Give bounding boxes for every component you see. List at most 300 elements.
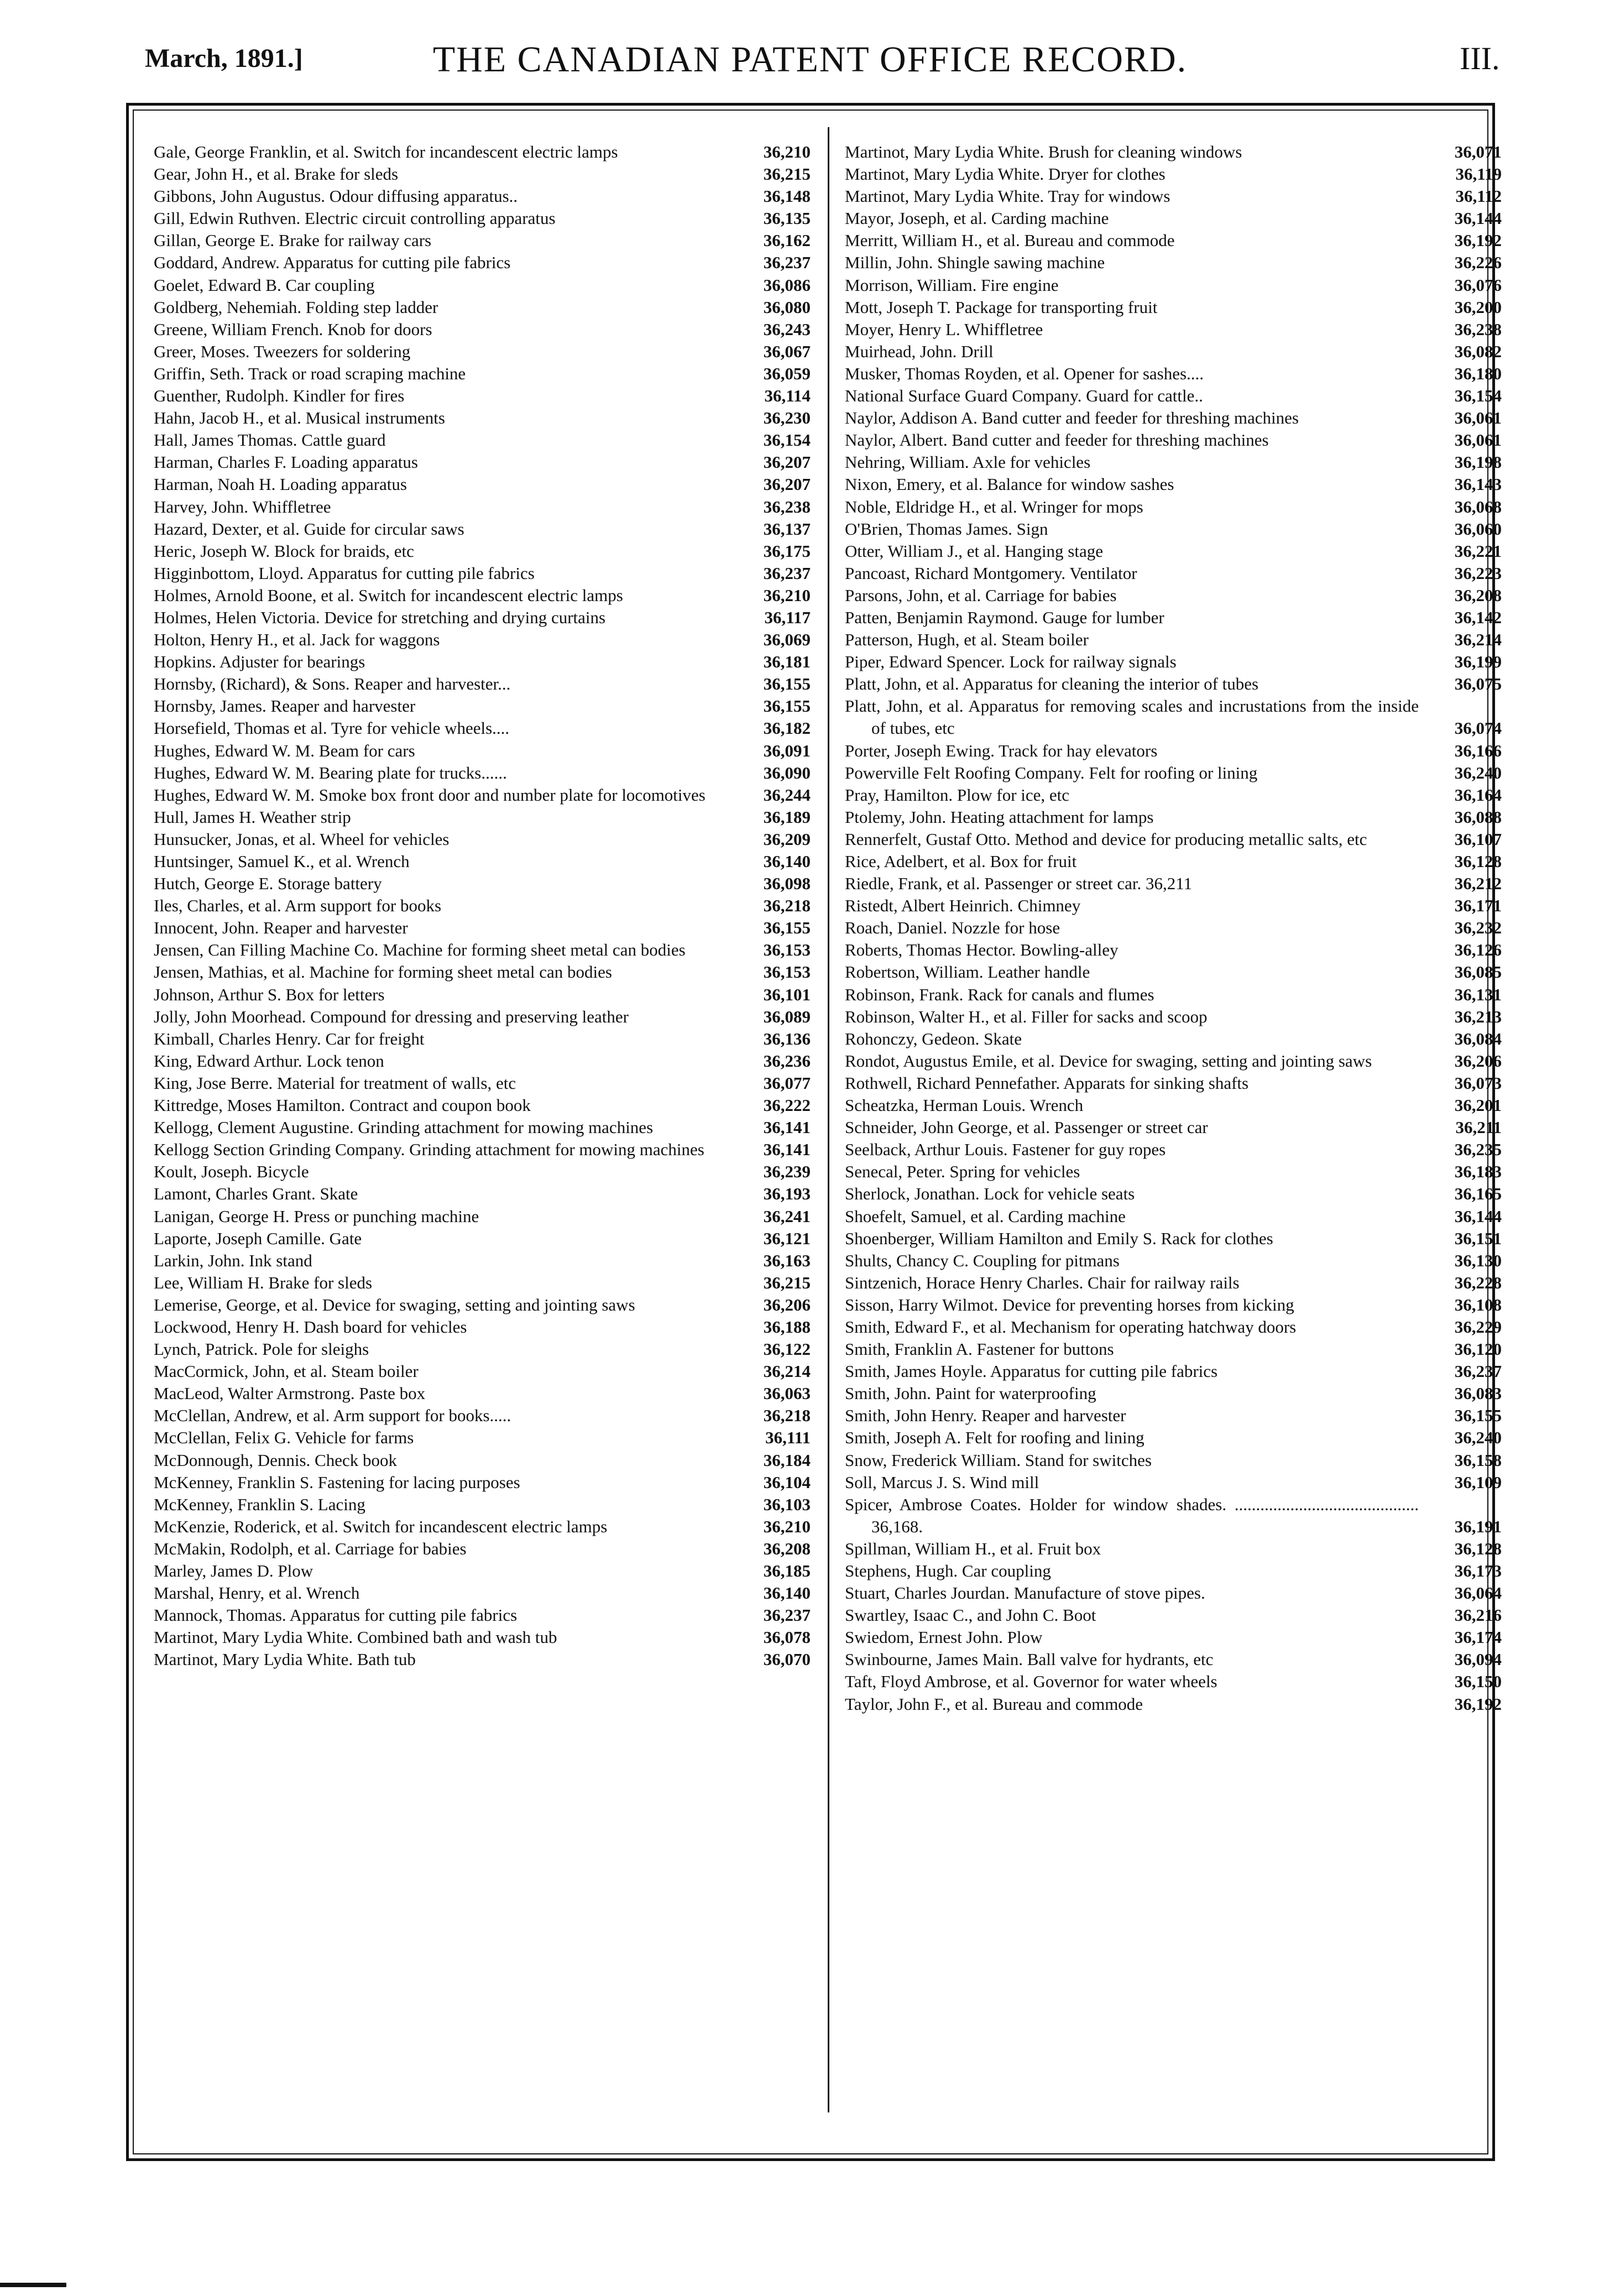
- patent-number: 36,184: [763, 1450, 811, 1470]
- index-entry: [845, 207, 1502, 229]
- patent-number: 36,059: [763, 363, 811, 383]
- patent-number: 36,144: [1454, 1206, 1502, 1226]
- index-entry: [154, 651, 811, 673]
- patent-number: 36,101: [763, 984, 811, 1004]
- index-entry: [154, 1294, 811, 1316]
- index-entry: [845, 185, 1502, 207]
- entry-text: Naylor, Albert. Band cutter and feeder for threshing machines: [845, 430, 1269, 450]
- index-entry: [154, 917, 811, 939]
- index-entry: [154, 1272, 811, 1294]
- index-entry: [845, 1382, 1502, 1405]
- index-entry: [154, 319, 811, 341]
- entry-text: Snow, Frederick William. Stand for switches: [845, 1450, 1152, 1470]
- entry-text: Lamont, Charles Grant. Skate: [154, 1184, 358, 1204]
- patent-number: 36,073: [1454, 1073, 1502, 1093]
- index-entry: [154, 341, 811, 363]
- patent-number: 36,094: [1454, 1650, 1502, 1669]
- index-entry: [845, 1671, 1502, 1693]
- entry-text: Pancoast, Richard Montgomery. Ventilator: [845, 563, 1137, 583]
- entry-text: Smith, James Hoyle. Apparatus for cutting pile fabrics: [845, 1361, 1218, 1381]
- patent-number: 36,114: [764, 386, 811, 406]
- patent-number: 36,228: [1454, 1272, 1502, 1292]
- patent-number: 36,175: [763, 541, 811, 561]
- patent-number: 36,230: [763, 408, 811, 428]
- patent-number: 36,222: [763, 1095, 811, 1115]
- patent-number: 36,191: [1454, 1516, 1502, 1536]
- entry-text: Hunsucker, Jonas, et al. Wheel for vehicles: [154, 829, 450, 849]
- entry-text: Holton, Henry H., et al. Jack for waggons: [154, 630, 440, 650]
- patent-number: 36,075: [1454, 674, 1502, 694]
- entry-text: Hazard, Dexter, et al. Guide for circular saws: [154, 519, 464, 539]
- entry-text: Robinson, Frank. Rack for canals and flumes: [845, 984, 1154, 1004]
- patent-number: 36,083: [1454, 1384, 1502, 1403]
- patent-number: 36,155: [763, 674, 811, 694]
- entry-text: Martinot, Mary Lydia White. Bath tub: [154, 1650, 416, 1669]
- entry-text: Martinot, Mary Lydia White. Tray for windows: [845, 186, 1170, 206]
- entry-text: Guenther, Rudolph. Kindler for fires: [154, 386, 405, 406]
- entry-text: Gear, John H., et al. Brake for sleds: [154, 164, 399, 184]
- index-entry: [845, 1028, 1502, 1050]
- patent-number: 36,218: [763, 1406, 811, 1426]
- index-entry: [845, 296, 1502, 319]
- entry-text: Roach, Daniel. Nozzle for hose: [845, 918, 1060, 938]
- index-entry: [845, 319, 1502, 341]
- index-entry: [845, 828, 1502, 850]
- patent-number: 36,180: [1454, 363, 1502, 383]
- entry-text: Mayor, Joseph, et al. Carding machine: [845, 208, 1109, 228]
- entry-text: Smith, Franklin A. Fastener for buttons: [845, 1339, 1114, 1359]
- index-entry: [154, 1183, 811, 1205]
- entry-text: Gill, Edwin Ruthven. Electric circuit controlling apparatus: [154, 208, 556, 228]
- patent-number: 36,103: [763, 1494, 811, 1514]
- patent-number: 36,241: [763, 1206, 811, 1226]
- patent-number: 36,061: [1454, 430, 1502, 450]
- index-entry: [154, 518, 811, 540]
- patent-number: 36,237: [1454, 1361, 1502, 1381]
- index-entry: [154, 562, 811, 585]
- patent-number: 36,193: [763, 1184, 811, 1204]
- patent-number: 36,107: [1454, 829, 1502, 849]
- entry-text: Hahn, Jacob H., et al. Musical instruments: [154, 408, 445, 428]
- entry-text: Shoenberger, William Hamilton and Emily S. Rack for clothes: [845, 1228, 1273, 1248]
- patent-number: 36,210: [763, 142, 811, 161]
- patent-number: 36,163: [763, 1250, 811, 1270]
- index-entry: [845, 1560, 1502, 1582]
- entry-text: Marshal, Henry, et al. Wrench: [154, 1583, 360, 1603]
- entry-text: Goelet, Edward B. Car coupling: [154, 275, 375, 295]
- entry-text: Swinbourne, James Main. Ball valve for hydrants, etc: [845, 1650, 1214, 1669]
- index-entry: [845, 1183, 1502, 1205]
- index-entry: [154, 1560, 811, 1582]
- index-entry: [845, 695, 1502, 739]
- patent-number: 36,206: [1454, 1051, 1502, 1071]
- patent-number: 36,151: [1454, 1228, 1502, 1248]
- index-entry: [154, 1116, 811, 1139]
- entry-text: Spicer, Ambrose Coates. Holder for window shades. ........................................... 36,168.: [845, 1494, 1419, 1536]
- index-entry: [154, 229, 811, 252]
- patent-number: 36,126: [1454, 940, 1502, 960]
- index-entry: [845, 1582, 1502, 1604]
- patent-number: 36,137: [763, 519, 811, 539]
- index-entry: [845, 651, 1502, 673]
- index-entry: [845, 1360, 1502, 1382]
- patent-number: 36,155: [763, 696, 811, 716]
- index-entry: [845, 850, 1502, 873]
- patent-number: 36,141: [763, 1118, 811, 1137]
- entry-text: Musker, Thomas Royden, et al. Opener for sashes....: [845, 363, 1204, 383]
- index-entry: [154, 607, 811, 629]
- entry-text: Stephens, Hugh. Car coupling: [845, 1561, 1051, 1580]
- patent-number: 36,154: [763, 430, 811, 450]
- patent-number: 36,122: [763, 1339, 811, 1359]
- index-entry: [154, 740, 811, 762]
- patent-number: 36,086: [763, 275, 811, 295]
- index-entry: [154, 1516, 811, 1538]
- entry-text: Goldberg, Nehemiah. Folding step ladder: [154, 297, 438, 317]
- patent-number: 36,216: [1454, 1605, 1502, 1625]
- index-entry: [845, 1228, 1502, 1250]
- patent-number: 36,158: [1454, 1450, 1502, 1470]
- index-entry: [845, 1471, 1502, 1494]
- entry-text: Larkin, John. Ink stand: [154, 1250, 312, 1270]
- index-entry: [845, 873, 1502, 895]
- index-entry: [845, 1294, 1502, 1316]
- index-entry: [845, 163, 1502, 185]
- index-entry: [154, 1360, 811, 1382]
- patent-number: 36,108: [1454, 1295, 1502, 1314]
- patent-number: 36,084: [1454, 1029, 1502, 1048]
- index-entry: [154, 1405, 811, 1427]
- patent-number: 36,153: [763, 940, 811, 960]
- entry-text: Hughes, Edward W. M. Beam for cars: [154, 740, 415, 760]
- entry-text: Patterson, Hugh, et al. Steam boiler: [845, 630, 1089, 650]
- patent-number: 36,240: [1454, 763, 1502, 782]
- entry-text: Holmes, Helen Victoria. Device for stretching and drying curtains: [154, 607, 606, 627]
- entry-text: Robertson, William. Leather handle: [845, 962, 1090, 982]
- patent-number: 36,198: [1454, 452, 1502, 472]
- index-entry: [845, 629, 1502, 651]
- index-entry: [154, 1626, 811, 1648]
- entry-text: McDonnough, Dennis. Check book: [154, 1450, 397, 1470]
- entry-text: Harman, Noah H. Loading apparatus: [154, 474, 407, 494]
- index-entry: [154, 717, 811, 739]
- entry-text: Hutch, George E. Storage battery: [154, 874, 382, 894]
- index-entry: [845, 984, 1502, 1006]
- entry-text: Moyer, Henry L. Whiffletree: [845, 319, 1043, 339]
- index-entry: [154, 1494, 811, 1516]
- index-entry: [154, 784, 811, 806]
- entry-text: Harman, Charles F. Loading apparatus: [154, 452, 418, 472]
- index-entry: [845, 1604, 1502, 1626]
- index-entry: [845, 1316, 1502, 1338]
- entry-text: Smith, John. Paint for waterproofing: [845, 1384, 1096, 1403]
- patent-number: 36,080: [763, 297, 811, 317]
- index-entry: [154, 939, 811, 961]
- patent-number: 36,166: [1454, 740, 1502, 760]
- entry-text: Rohonczy, Gedeon. Skate: [845, 1029, 1022, 1048]
- entry-text: Rondot, Augustus Emile, et al. Device for swaging, setting and jointing saws: [845, 1051, 1372, 1071]
- index-entry: [154, 961, 811, 983]
- patent-number: 36,164: [1454, 785, 1502, 805]
- patent-number: 36,135: [763, 208, 811, 228]
- index-entry: [154, 629, 811, 651]
- patent-number: 36,076: [1454, 275, 1502, 295]
- entry-text: King, Edward Arthur. Lock tenon: [154, 1051, 384, 1071]
- entry-text: O'Brien, Thomas James. Sign: [845, 519, 1048, 539]
- index-entry: [154, 163, 811, 185]
- entry-text: Laporte, Joseph Camille. Gate: [154, 1228, 362, 1248]
- patent-number: 36,215: [763, 164, 811, 184]
- entry-text: Sherlock, Jonathan. Lock for vehicle seats: [845, 1184, 1135, 1204]
- patent-number: 36,061: [1454, 408, 1502, 428]
- patent-number: 36,174: [1454, 1627, 1502, 1647]
- entry-text: Huntsinger, Samuel K., et al. Wrench: [154, 852, 410, 871]
- index-entry: [845, 1338, 1502, 1360]
- entry-text: Greene, William French. Knob for doors: [154, 319, 432, 339]
- patent-number: 36,199: [1454, 652, 1502, 672]
- index-entry: [845, 1094, 1502, 1116]
- index-entry: [154, 1161, 811, 1183]
- index-entry: [154, 363, 811, 385]
- index-entry: [845, 341, 1502, 363]
- index-entry: [154, 1648, 811, 1671]
- entry-text: Naylor, Addison A. Band cutter and feeder for threshing machines: [845, 408, 1299, 428]
- index-entry: [845, 1006, 1502, 1028]
- patent-number: 36,128: [1454, 1538, 1502, 1558]
- index-column-right: [845, 141, 1502, 1715]
- index-entry: [845, 496, 1502, 518]
- index-entry: [154, 873, 811, 895]
- entry-text: Lockwood, Henry H. Dash board for vehicles: [154, 1317, 467, 1337]
- patent-number: 36,140: [763, 1583, 811, 1603]
- patent-number: 36,098: [763, 874, 811, 894]
- patent-number: 36,141: [763, 1140, 811, 1160]
- entry-text: Hughes, Edward W. M. Bearing plate for trucks......: [154, 763, 507, 782]
- patent-number: 36,200: [1454, 297, 1502, 317]
- index-entry: [845, 229, 1502, 252]
- patent-number: 36,210: [763, 1516, 811, 1536]
- entry-text: Gale, George Franklin, et al. Switch for incandescent electric lamps: [154, 142, 618, 161]
- patent-number: 36,181: [763, 652, 811, 672]
- patent-number: 36,130: [1454, 1250, 1502, 1270]
- index-entry: [845, 1693, 1502, 1715]
- index-entry: [154, 1094, 811, 1116]
- patent-number: 36,082: [1454, 341, 1502, 361]
- patent-number: 36,120: [1454, 1339, 1502, 1359]
- index-entry: [154, 385, 811, 407]
- patent-number: 36,071: [1454, 142, 1502, 161]
- entry-text: Lanigan, George H. Press or punching machine: [154, 1206, 479, 1226]
- index-entry: [154, 1538, 811, 1560]
- patent-number: 36,155: [1454, 1406, 1502, 1426]
- entry-text: Seelback, Arthur Louis. Fastener for guy ropes: [845, 1140, 1166, 1160]
- entry-text: Martinot, Mary Lydia White. Dryer for clothes: [845, 164, 1166, 184]
- patent-number: 36,060: [1454, 519, 1502, 539]
- index-entry: [154, 1427, 811, 1449]
- index-entry: [154, 296, 811, 319]
- index-entry: [154, 141, 811, 163]
- patent-number: 36,085: [1454, 962, 1502, 982]
- entry-text: Shoefelt, Samuel, et al. Carding machine: [845, 1206, 1126, 1226]
- index-entry: [154, 1072, 811, 1094]
- patent-number: 36,218: [763, 896, 811, 916]
- index-entry: [845, 429, 1502, 451]
- patent-number: 36,171: [1454, 896, 1502, 916]
- index-entry: [154, 451, 811, 473]
- index-entry: [845, 1405, 1502, 1427]
- patent-number: 36,211: [1455, 1118, 1502, 1137]
- entry-text: Hornsby, James. Reaper and harvester: [154, 696, 416, 716]
- entry-text: Riedle, Frank, et al. Passenger or street car. 36,211: [845, 874, 1193, 894]
- index-entry: [845, 363, 1502, 385]
- entry-text: Robinson, Walter H., et al. Filler for sacks and scoop: [845, 1006, 1208, 1026]
- patent-number: 36,090: [763, 763, 811, 782]
- patent-number: 36,214: [1454, 630, 1502, 650]
- patent-number: 36,240: [1454, 1428, 1502, 1448]
- index-entry: [154, 806, 811, 828]
- index-entry: [154, 1316, 811, 1338]
- entry-text: Piper, Edward Spencer. Lock for railway signals: [845, 652, 1177, 672]
- entry-text: Martinot, Mary Lydia White. Brush for cleaning windows: [845, 142, 1242, 161]
- entry-text: Goddard, Andrew. Apparatus for cutting pile fabrics: [154, 253, 511, 273]
- patent-number: 36,214: [763, 1361, 811, 1381]
- entry-text: Heric, Joseph W. Block for braids, etc: [154, 541, 414, 561]
- patent-number: 36,153: [763, 962, 811, 982]
- entry-text: Kittredge, Moses Hamilton. Contract and coupon book: [154, 1095, 531, 1115]
- index-entry: [845, 1538, 1502, 1560]
- patent-number: 36,077: [763, 1073, 811, 1093]
- entry-text: Senecal, Peter. Spring for vehicles: [845, 1162, 1080, 1182]
- entry-text: Swiedom, Ernest John. Plow: [845, 1627, 1043, 1647]
- entry-text: Rennerfelt, Gustaf Otto. Method and device for producing metallic salts, etc: [845, 829, 1367, 849]
- patent-number: 36,221: [1454, 541, 1502, 561]
- entry-text: McMakin, Rodolph, et al. Carriage for babies: [154, 1538, 467, 1558]
- entry-text: MacLeod, Walter Armstrong. Paste box: [154, 1384, 426, 1403]
- entry-text: Schneider, John George, et al. Passenger or street car: [845, 1118, 1208, 1137]
- page-header: [0, 0, 1620, 111]
- index-entry: [154, 540, 811, 562]
- patent-number: 36,074: [1454, 718, 1502, 738]
- entry-text: Iles, Charles, et al. Arm support for books: [154, 896, 442, 916]
- entry-text: McKenzie, Roderick, et al. Switch for incandescent electric lamps: [154, 1516, 608, 1536]
- index-entry: [845, 939, 1502, 961]
- patent-number: 36,104: [763, 1472, 811, 1492]
- patent-number: 36,226: [1454, 253, 1502, 273]
- entry-text: Mott, Joseph T. Package for transporting fruit: [845, 297, 1158, 317]
- index-entry: [845, 274, 1502, 296]
- index-entry: [154, 895, 811, 917]
- index-entry: [845, 585, 1502, 607]
- index-entry: [845, 740, 1502, 762]
- patent-number: 36,063: [763, 1384, 811, 1403]
- index-entry: [845, 562, 1502, 585]
- index-entry: [154, 1471, 811, 1494]
- patent-number: 36,111: [765, 1428, 811, 1448]
- index-entry: [845, 451, 1502, 473]
- entry-text: Kimball, Charles Henry. Car for freight: [154, 1029, 425, 1048]
- entry-text: Taylor, John F., et al. Bureau and commode: [845, 1694, 1143, 1714]
- entry-text: Hopkins. Adjuster for bearings: [154, 652, 365, 672]
- entry-text: Gibbons, John Augustus. Odour diffusing apparatus..: [154, 186, 518, 206]
- index-entry: [154, 1382, 811, 1405]
- index-entry: [845, 1206, 1502, 1228]
- patent-number: 36,155: [763, 918, 811, 938]
- entry-text: Spillman, William H., et al. Fruit box: [845, 1538, 1101, 1558]
- entry-text: Higginbottom, Lloyd. Apparatus for cutting pile fabrics: [154, 563, 535, 583]
- patent-number: 36,078: [763, 1627, 811, 1647]
- index-entry: [845, 385, 1502, 407]
- patent-number: 36,235: [1454, 1140, 1502, 1160]
- entry-text: McClellan, Felix G. Vehicle for farms: [154, 1428, 414, 1448]
- page-number: III.: [1460, 40, 1500, 76]
- index-entry: [845, 252, 1502, 274]
- entry-text: Swartley, Isaac C., and John C. Boot: [845, 1605, 1096, 1625]
- entry-text: McClellan, Andrew, et al. Arm support for books.....: [154, 1406, 511, 1426]
- patent-number: 36,207: [763, 474, 811, 494]
- index-entry: [845, 473, 1502, 495]
- entry-text: McKenney, Franklin S. Lacing: [154, 1494, 365, 1514]
- index-entry: [154, 1250, 811, 1272]
- index-entry: [154, 695, 811, 717]
- entry-text: Scheatzka, Herman Louis. Wrench: [845, 1095, 1084, 1115]
- patent-number: 36,109: [1454, 1472, 1502, 1492]
- patent-number: 36,212: [1454, 874, 1502, 894]
- entry-text: Muirhead, John. Drill: [845, 341, 994, 361]
- entry-text: Martinot, Mary Lydia White. Combined bath and wash tub: [154, 1627, 557, 1647]
- entry-text: Rice, Adelbert, et al. Box for fruit: [845, 852, 1077, 871]
- patent-number: 36,243: [763, 319, 811, 339]
- patent-number: 36,154: [1454, 386, 1502, 406]
- entry-text: Harvey, John. Whiffletree: [154, 497, 331, 516]
- patent-number: 36,121: [763, 1228, 811, 1248]
- index-entry: [845, 895, 1502, 917]
- entry-text: Jensen, Can Filling Machine Co. Machine for forming sheet metal can bodies: [154, 940, 686, 960]
- patent-number: 36,213: [1454, 1006, 1502, 1026]
- entry-text: Stuart, Charles Jourdan. Manufacture of stove pipes.: [845, 1583, 1205, 1603]
- index-entry: [154, 762, 811, 784]
- entry-text: Griffin, Seth. Track or road scraping machine: [154, 363, 466, 383]
- patent-number: 36,236: [763, 1051, 811, 1071]
- index-entry: [154, 207, 811, 229]
- index-entry: [154, 828, 811, 850]
- index-entry: [845, 1161, 1502, 1183]
- patent-number: 36,140: [763, 852, 811, 871]
- patent-number: 36,117: [764, 607, 811, 627]
- entry-text: Millin, John. Shingle sawing machine: [845, 253, 1105, 273]
- index-entry: [845, 1139, 1502, 1161]
- entry-text: McKenney, Franklin S. Fastening for lacing purposes: [154, 1472, 520, 1492]
- publication-title: THE CANADIAN PATENT OFFICE RECORD.: [432, 39, 1188, 80]
- patent-number: 36,128: [1454, 852, 1502, 871]
- patent-number: 36,089: [763, 1006, 811, 1026]
- index-entry: [154, 1449, 811, 1471]
- entry-text: Pray, Hamilton. Plow for ice, etc: [845, 785, 1070, 805]
- entry-text: Gillan, George E. Brake for railway cars: [154, 231, 432, 251]
- entry-text: Smith, Edward F., et al. Mechanism for operating hatchway doors: [845, 1317, 1297, 1337]
- entry-text: Marley, James D. Plow: [154, 1561, 313, 1580]
- entry-text: Innocent, John. Reaper and harvester: [154, 918, 408, 938]
- entry-text: Jensen, Mathias, et al. Machine for forming sheet metal can bodies: [154, 962, 612, 982]
- index-entry: [154, 984, 811, 1006]
- patent-number: 36,112: [1455, 186, 1502, 206]
- patent-number: 36,069: [763, 630, 811, 650]
- patent-number: 36,067: [763, 341, 811, 361]
- patent-number: 36,148: [763, 186, 811, 206]
- patent-number: 36,237: [763, 563, 811, 583]
- issue-date: March, 1891.]: [145, 44, 303, 73]
- patent-number: 36,209: [763, 829, 811, 849]
- index-entry: [154, 1338, 811, 1360]
